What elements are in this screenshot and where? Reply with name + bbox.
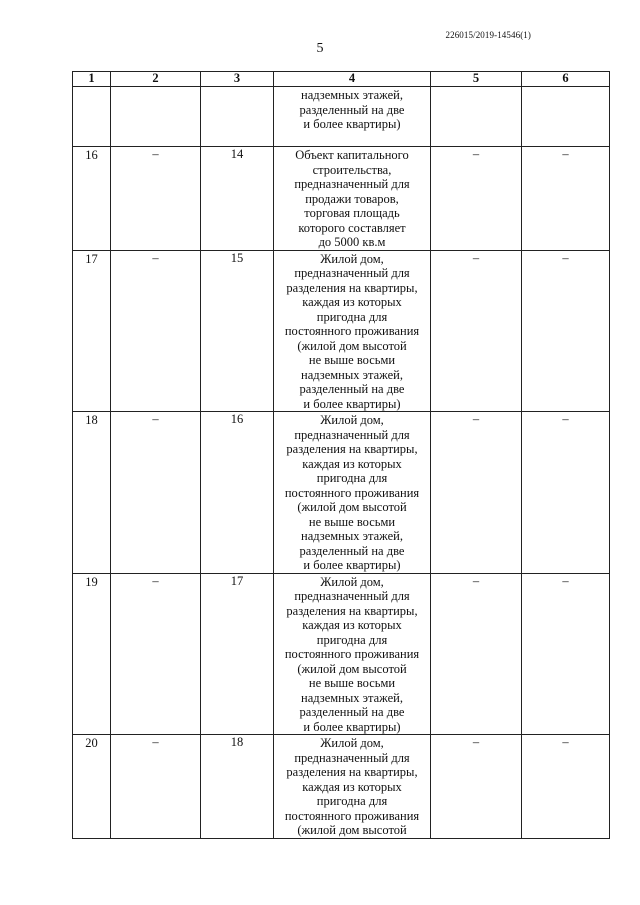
cell-col3: 14 [201, 147, 274, 251]
cell-col3: 17 [201, 573, 274, 735]
cell-col3 [201, 87, 274, 147]
cell-col2 [111, 87, 201, 147]
cell-col2: – [111, 147, 201, 251]
row-number: 19 [73, 573, 111, 735]
cell-description: Жилой дом, предназначенный для разделения на квартиры, каждая из которых пригодна для постоянного проживания (жилой дом высотой [274, 735, 431, 839]
cell-col5 [431, 87, 522, 147]
column-header: 1 [73, 72, 111, 87]
cell-description: Жилой дом, предназначенный для разделения на квартиры, каждая из которых пригодна для постоянного проживания (жилой дом высотой не выше восьми надземных этажей, разделенный на две и более квартиры) [274, 412, 431, 574]
row-number: 18 [73, 412, 111, 574]
cell-col6: – [522, 573, 610, 735]
table-row [73, 573, 610, 735]
table-row [73, 147, 610, 251]
table-row [73, 735, 610, 839]
cell-col3: 18 [201, 735, 274, 839]
column-header: 2 [111, 72, 201, 87]
column-header: 5 [431, 72, 522, 87]
row-number: 17 [73, 250, 111, 412]
cell-description: надземных этажей, разделенный на две и более квартиры) [274, 87, 431, 147]
cell-col6: – [522, 735, 610, 839]
table-row [73, 87, 610, 147]
row-number: 20 [73, 735, 111, 839]
page-number: 5 [316, 41, 324, 56]
cell-col3: 16 [201, 412, 274, 574]
column-header: 4 [274, 72, 431, 87]
cell-col2: – [111, 573, 201, 735]
cell-col5: – [431, 147, 522, 251]
cell-description: Жилой дом, предназначенный для разделения на квартиры, каждая из которых пригодна для постоянного проживания (жилой дом высотой не выше восьми надземных этажей, разделенный на две и более квартиры) [274, 573, 431, 735]
cell-col5: – [431, 250, 522, 412]
cell-col5: – [431, 735, 522, 839]
table-row [73, 412, 610, 574]
row-number: 16 [73, 147, 111, 251]
data-table [72, 71, 610, 839]
cell-col5: – [431, 412, 522, 574]
cell-col5: – [431, 573, 522, 735]
column-header: 3 [201, 72, 274, 87]
cell-col3: 15 [201, 250, 274, 412]
cell-col2: – [111, 735, 201, 839]
cell-col2: – [111, 412, 201, 574]
cell-col6 [522, 87, 610, 147]
cell-col2: – [111, 250, 201, 412]
row-number [73, 87, 111, 147]
table-header-row [73, 72, 610, 87]
table-row [73, 250, 610, 412]
column-header: 6 [522, 72, 610, 87]
cell-description: Жилой дом, предназначенный для разделения на квартиры, каждая из которых пригодна для постоянного проживания (жилой дом высотой не выше восьми надземных этажей, разделенный на две и более квартиры) [274, 250, 431, 412]
cell-col6: – [522, 147, 610, 251]
cell-description: Объект капитального строительства, предназначенный для продажи товаров, торговая площадь которого составляет до 5000 кв.м [274, 147, 431, 251]
cell-col6: – [522, 412, 610, 574]
document-number: 226015/2019-14546(1) [445, 30, 531, 40]
cell-col6: – [522, 250, 610, 412]
